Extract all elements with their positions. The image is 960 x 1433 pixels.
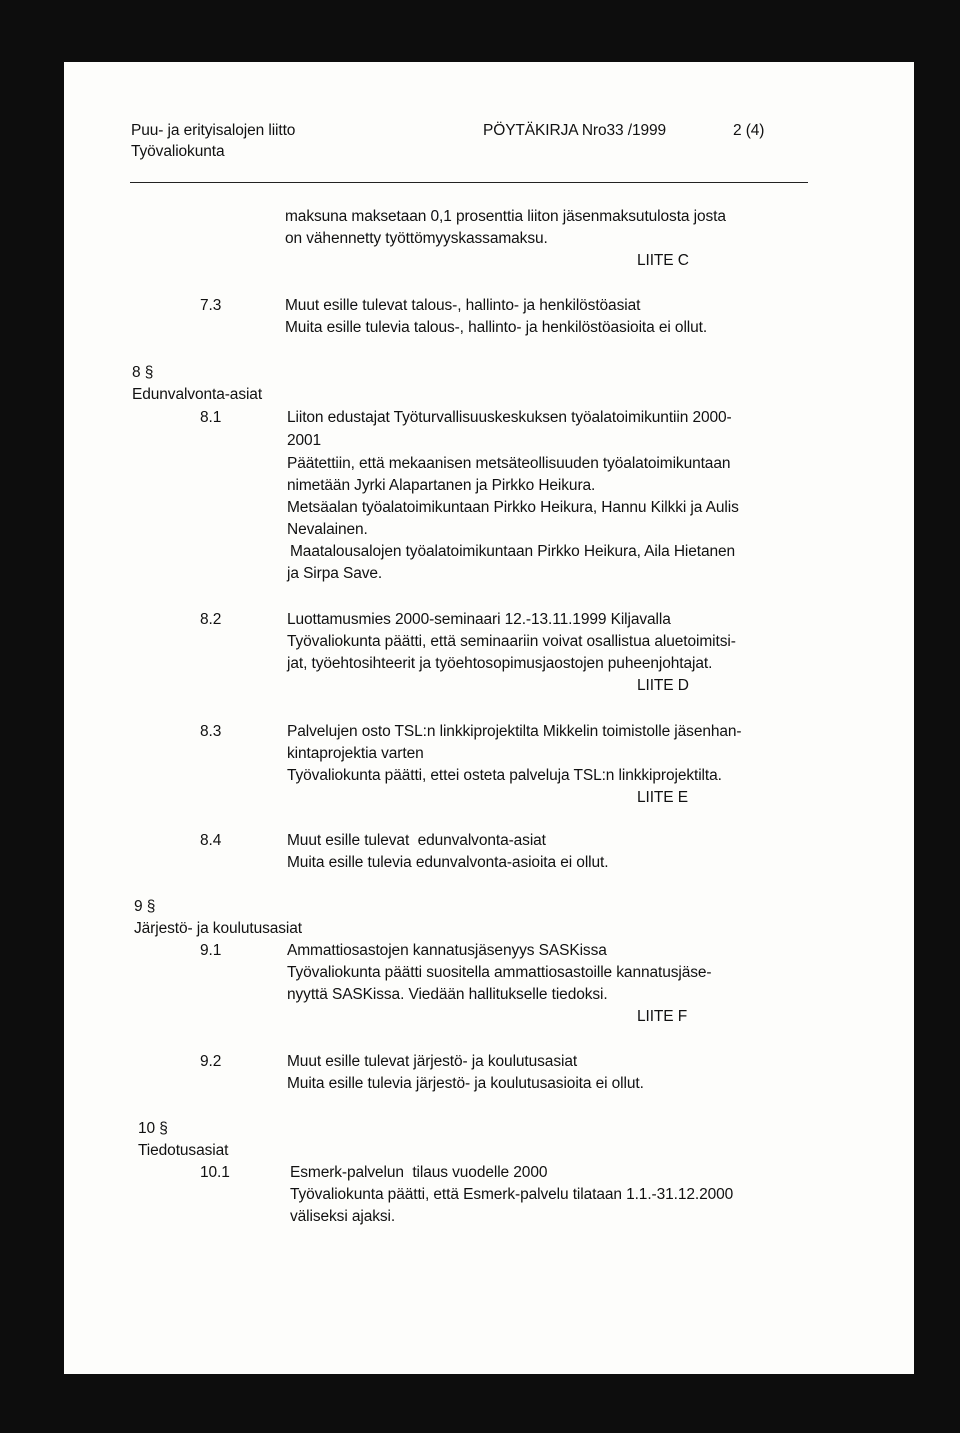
section-number: 8.3 (200, 723, 222, 740)
section-number: 8.4 (200, 832, 222, 849)
section-line: Työvaliokunta päätti, että seminaariin voivat osallistua aluetoimitsi- (287, 633, 736, 650)
paragraph-mark: 10 § (138, 1120, 168, 1137)
section-line: Työvaliokunta päätti, että Esmerk-palvelu tilataan 1.1.-31.12.2000 (290, 1186, 734, 1203)
section-line: Muita esille tulevia edunvalvonta-asioita ei ollut. (287, 854, 609, 871)
section-line: Liiton edustajat Työturvallisuuskeskuksen työalatoimikuntiin 2000- (287, 409, 732, 426)
section-line: Päätettiin, että mekaanisen metsäteollisuuden työalatoimikuntaan (287, 455, 731, 472)
section-line: Muut esille tulevat järjestö- ja koulutusasiat (287, 1053, 578, 1070)
section-line: Muita esille tulevia järjestö- ja koulutusasioita ei ollut. (287, 1075, 644, 1092)
section-line: Maatalousalojen työalatoimikuntaan Pirkko Heikura, Aila Hietanen (290, 543, 736, 560)
section-line: Metsäalan työalatoimikuntaan Pirkko Heikura, Hannu Kilkki ja Aulis (287, 499, 739, 516)
paragraph-mark: 9 § (134, 898, 156, 915)
section-number: 7.3 (200, 297, 222, 314)
section-number: 9.2 (200, 1053, 222, 1070)
paragraph-title: Edunvalvonta-asiat (132, 386, 263, 403)
section-number: 10.1 (200, 1164, 230, 1181)
section-title: Muut esille tulevat talous-, hallinto- ja henkilöstöasiat (285, 297, 641, 314)
section-title: Muut esille tulevat edunvalvonta-asiat (287, 832, 546, 849)
section-line: nimetään Jyrki Alapartanen ja Pirkko Heikura. (287, 477, 596, 494)
header-org: Puu- ja erityisalojen liitto (131, 122, 296, 139)
section-line: Työvaliokunta päätti, ettei osteta palveluja TSL:n linkkiprojektilta. (287, 767, 722, 784)
section-line: Muita esille tulevia talous-, hallinto- ja henkilöstöasioita ei ollut. (285, 319, 708, 336)
section-line: ja Sirpa Save. (287, 565, 383, 582)
scan-border-top (0, 0, 960, 70)
attachment-ref: LIITE C (637, 252, 689, 269)
section-line: jat, työehtosihteerit ja työehtosopimusjaostojen puheenjohtajat. (287, 655, 713, 672)
attachment-ref: LIITE F (637, 1008, 688, 1025)
header-rule (130, 182, 808, 183)
section-number: 8.1 (200, 409, 222, 426)
intro-line: on vähennetty työttömyyskassamaksu. (285, 230, 548, 247)
section-line: Ammattiosastojen kannatusjäsenyys SASKissa (287, 942, 607, 959)
section-number: 9.1 (200, 942, 222, 959)
section-line: Esmerk-palvelun tilaus vuodelle 2000 (290, 1164, 548, 1181)
header-committee: Työvaliokunta (131, 143, 225, 160)
section-line: väliseksi ajaksi. (290, 1208, 396, 1225)
section-line: Työvaliokunta päätti suositella ammattiosastoille kannatusjäse- (287, 964, 712, 981)
intro-line: maksuna maksetaan 0,1 prosenttia liiton jäsenmaksutulosta josta (285, 208, 726, 225)
section-line: kintaprojektia varten (287, 745, 424, 762)
header-doc-id: PÖYTÄKIRJA Nro33 /1999 (483, 122, 667, 139)
section-line: 2001 (287, 432, 322, 449)
section-line: Palvelujen osto TSL:n linkkiprojektilta Mikkelin toimistolle jäsenhan- (287, 723, 742, 740)
paragraph-mark: 8 § (132, 364, 154, 381)
attachment-ref: LIITE D (637, 677, 689, 694)
attachment-ref: LIITE E (637, 789, 688, 806)
scan-border-left (0, 0, 70, 1433)
scan-border-right (912, 0, 960, 1433)
scan-border-bottom (0, 1373, 960, 1433)
section-number: 8.2 (200, 611, 222, 628)
section-line: Nevalainen. (287, 521, 368, 538)
paragraph-title: Järjestö- ja koulutusasiat (134, 920, 302, 937)
paragraph-title: Tiedotusasiat (138, 1142, 229, 1159)
section-line: Luottamusmies 2000-seminaari 12.-13.11.1999 Kiljavalla (287, 611, 671, 628)
section-line: nyyttä SASKissa. Viedään hallitukselle tiedoksi. (287, 986, 608, 1003)
header-page-number: 2 (4) (733, 122, 765, 139)
